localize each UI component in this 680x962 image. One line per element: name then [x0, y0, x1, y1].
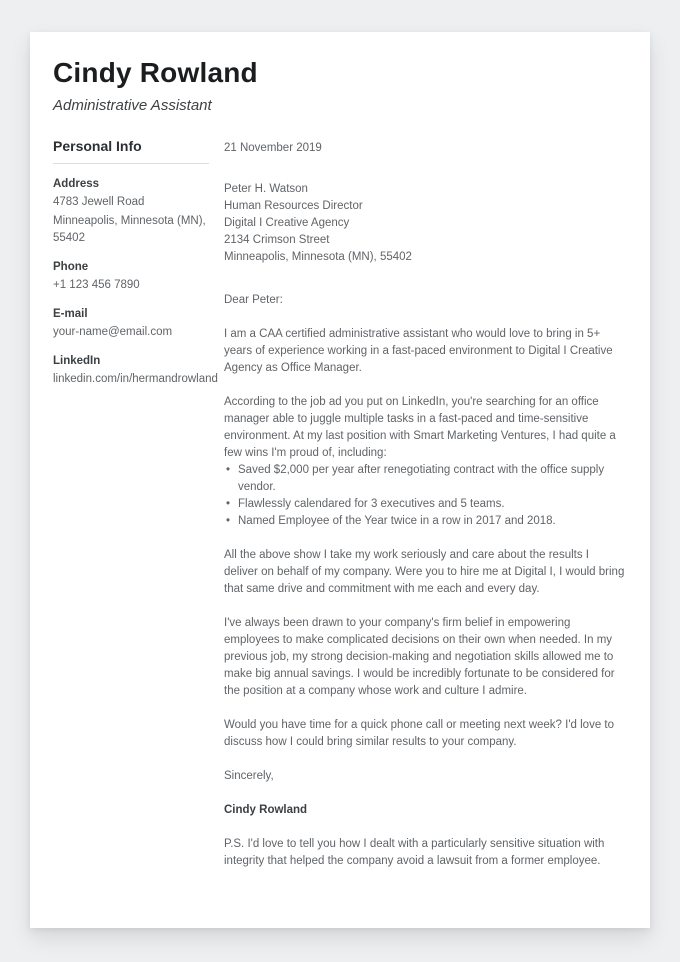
address-line-1: 4783 Jewell Road	[53, 196, 145, 208]
document-sheet	[30, 32, 650, 928]
address-field	[53, 177, 209, 247]
achievements-list	[224, 462, 625, 530]
personal-info-sidebar	[53, 138, 218, 870]
applicant-name: Cindy Rowland	[53, 57, 258, 88]
signature-name: Cindy Rowland	[224, 804, 308, 816]
paragraph-commitment: All the above show I take my work seriously and care about the results I deliver on behalf of my company. Were you to hire me at Digital I, I would bring that same drive and commitment with me each and every day.	[224, 549, 625, 595]
paragraph-introduction: I am a CAA certified administrative assistant who would love to bring in 5+ years of experience working in a fast-paced environment to Digital I Creative Agency as Office Manager.	[224, 328, 613, 374]
document-header	[53, 57, 625, 115]
postscript: P.S. I'd love to tell you how I dealt with a particularly sensitive situation with integrity that helped the company avoid a lawsuit from a former employee.	[224, 838, 605, 867]
linkedin-field	[53, 354, 218, 388]
recipient-company: Digital I Creative Agency	[224, 217, 350, 229]
letter-date: 21 November 2019	[224, 142, 322, 154]
recipient-city: Minneapolis, Minnesota (MN), 55402	[224, 251, 412, 263]
salutation: Dear Peter:	[224, 294, 283, 306]
paragraph-company-culture: I've always been drawn to your company's firm belief in empowering employees to make complicated decisions on their own when needed. In my previous job, my strong decision-making and negotiation skills allowed me to make big annual savings. I would be incredibly fortunate to be considered for the position at a company whose work and culture I admire.	[224, 617, 615, 697]
achievement-item-employee-of-year: • Named Employee of the Year twice in a row in 2017 and 2018.	[224, 513, 625, 530]
email-value: your-name@email.com	[53, 326, 173, 338]
email-field	[53, 307, 209, 341]
email-label: E-mail	[53, 308, 88, 320]
phone-label: Phone	[53, 261, 89, 273]
content-columns	[53, 138, 625, 870]
address-line-2: Minneapolis, Minnesota (MN), 55402	[53, 215, 206, 244]
linkedin-label: LinkedIn	[53, 355, 101, 367]
personal-info-heading: Personal Info	[53, 138, 142, 154]
recipient-street: 2134 Crimson Street	[224, 234, 330, 246]
letter-body	[224, 138, 625, 870]
recipient-name: Peter H. Watson	[224, 183, 308, 195]
recipient-block	[224, 181, 625, 266]
applicant-job-title: Administrative Assistant	[53, 97, 212, 114]
address-label: Address	[53, 178, 100, 190]
recipient-title: Human Resources Director	[224, 200, 363, 212]
paragraph-achievements-lead: According to the job ad you put on LinkedIn, you're searching for an office manager able to juggle multiple tasks in a fast-paced and time-sensitive environment. At my last position with Smart Marketing Ventures, I had quite a few wins I'm proud of, including:	[224, 396, 616, 459]
linkedin-value: linkedin.com/in/hermandrowland	[53, 373, 218, 385]
phone-field	[53, 260, 209, 294]
closing: Sincerely,	[224, 770, 274, 782]
achievement-item-savings: • Saved $2,000 per year after renegotiating contract with the office supply vendor.	[224, 462, 625, 496]
paragraph-call-to-action: Would you have time for a quick phone call or meeting next week? I'd love to discuss how I could bring similar results to your company.	[224, 719, 615, 748]
phone-value: +1 123 456 7890	[53, 279, 140, 291]
sidebar-divider	[53, 163, 209, 164]
achievement-item-calendaring: • Flawlessly calendared for 3 executives and 5 teams.	[224, 496, 625, 513]
